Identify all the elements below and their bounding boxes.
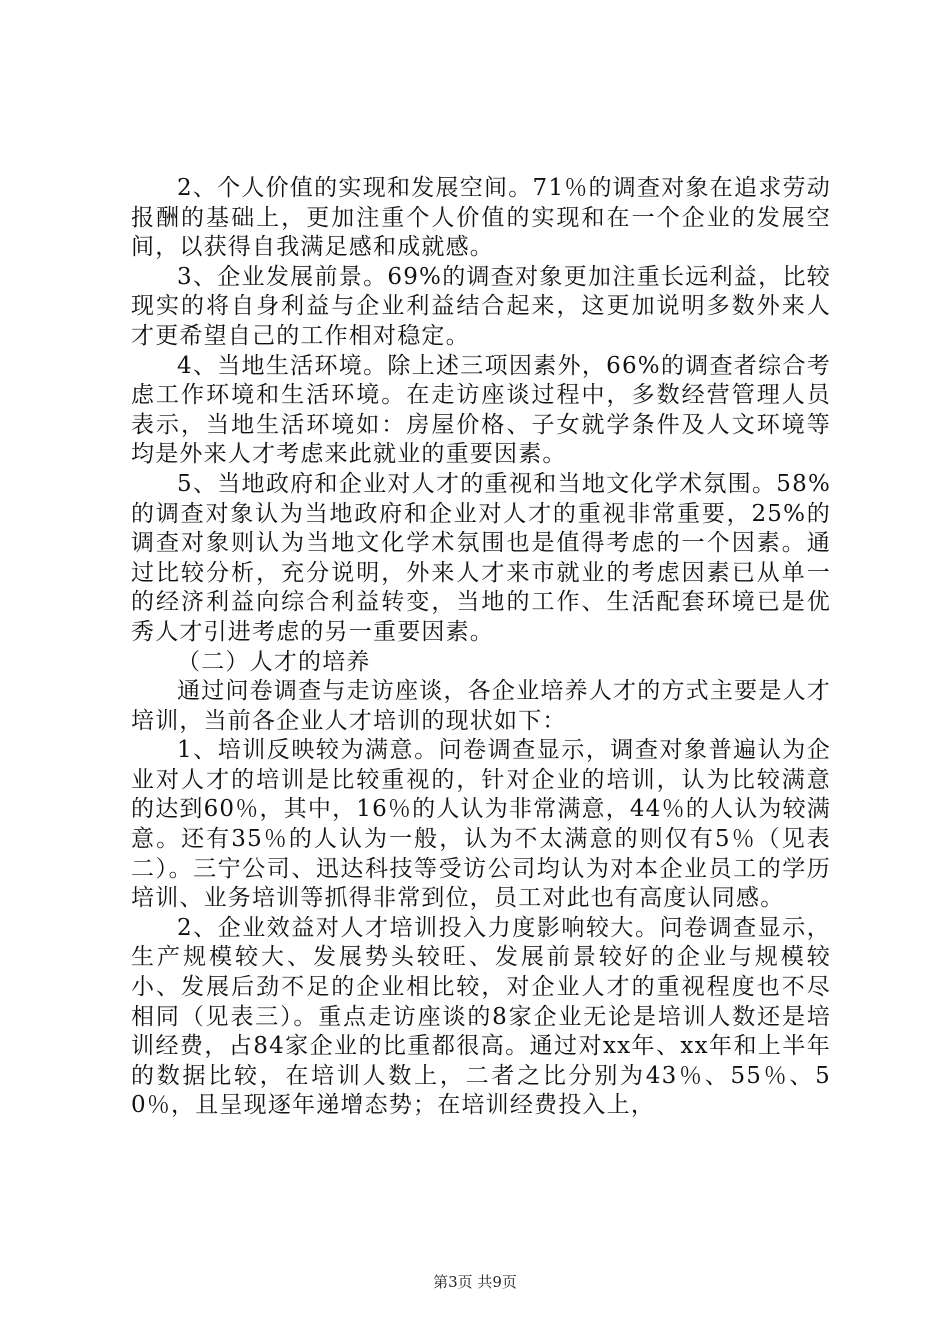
paragraph-personal-value: 2、个人价值的实现和发展空间。71％的调查对象在追求劳动报酬的基础上，更加注重个人价值的实现和在一个企业的发展空间，以获得自我满足感和成就感。 — [131, 175, 831, 261]
section-heading-talent-training: （二）人才的培养 — [177, 648, 371, 675]
page-footer: 第3页 共9页 — [433, 1273, 517, 1291]
paragraph-training-investment: 2、企业效益对人才培训投入力度影响较大。问卷调查显示，生产规模较大、发展势头较旺、发展前景较好的企业与规模较小、发展后劲不足的企业相比较，对企业人才的重视程度也不尽相同（见表三）。重点走访座谈的8家企业无论是培训人数还是培训经费，占84家企业的比重都很高。通过对xx年、xx年和上半年的数据比较，在培训人数上，二者之比分别为43％、55％、50％，且呈现逐年递增态势；在培训经费投入上， — [131, 914, 831, 1119]
paragraph-living-environment: 4、当地生活环境。除上述三项因素外，66%的调查者综合考虑工作环境和生活环境。在走访座谈过程中，多数经营管理人员表示，当地生活环境如：房屋价格、子女就学条件及人文环境等均是外来人才考虑来此就业的重要因素。 — [131, 352, 831, 468]
paragraph-training-intro: 通过问卷调查与走访座谈，各企业培养人才的方式主要是人才培训，当前各企业人才培训的现状如下： — [131, 678, 831, 734]
paragraph-government-emphasis: 5、当地政府和企业对人才的重视和当地文化学术氛围。58%的调查对象认为当地政府和企业对人才的重视非常重要，25%的调查对象则认为当地文化学术氛围也是值得考虑的一个因素。通过比较分析，充分说明，外来人才来市就业的考虑因素已从单一的经济利益向综合利益转变，当地的工作、生活配套环境已是优秀人才引进考虑的另一重要因素。 — [131, 470, 831, 645]
body-text — [131, 174, 831, 1121]
paragraph-training-satisfaction: 1、培训反映较为满意。问卷调查显示，调查对象普遍认为企业对人才的培训是比较重视的，针对企业的培训，认为比较满意的达到60％，其中，16％的人认为非常满意，44％的人认为较满意。还有35％的人认为一般，认为不太满意的则仅有5％（见表二）。三宁公司、迅达科技等受访公司均认为对本企业员工的学历培训、业务培训等抓得非常到位，员工对此也有高度认同感。 — [131, 737, 831, 912]
paragraph-enterprise-prospects: 3、企业发展前景。69%的调查对象更加注重长远利益，比较现实的将自身利益与企业利益结合起来，这更加说明多数外来人才更希望自己的工作相对稳定。 — [131, 263, 831, 349]
